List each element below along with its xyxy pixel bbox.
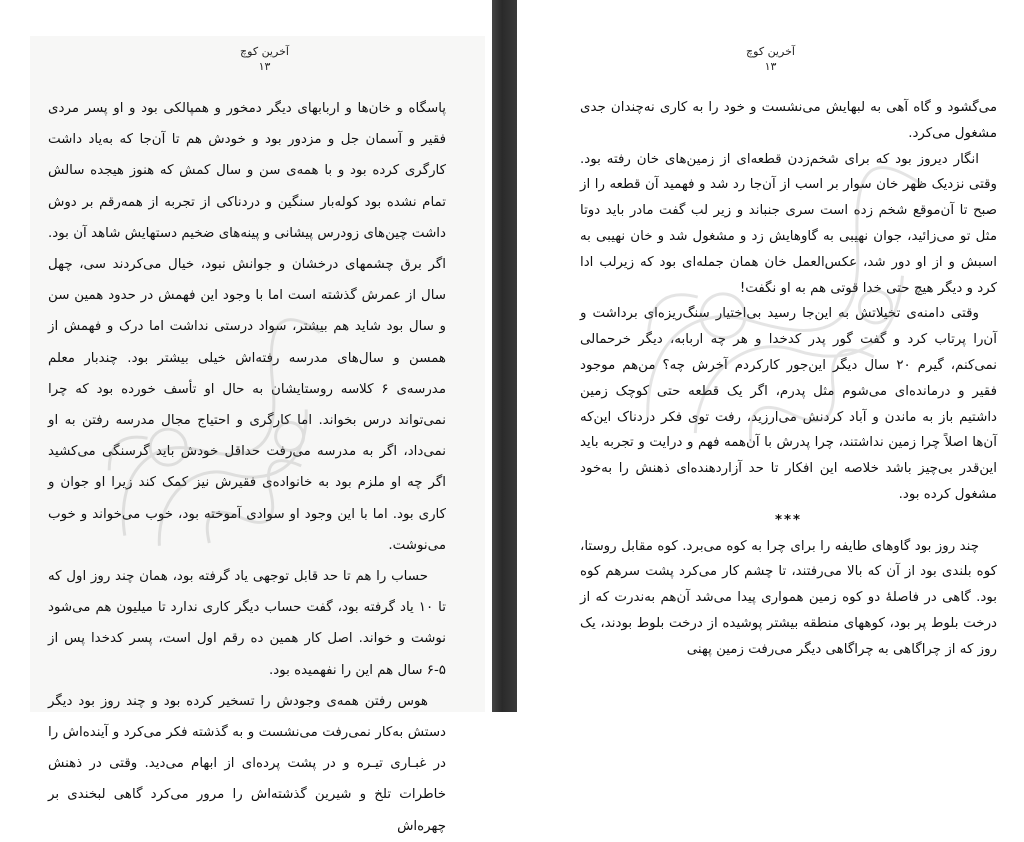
right-page — [517, 0, 1024, 712]
book-gutter — [492, 0, 517, 712]
left-paragraph-3: هوس رفتن همه‌ی وجودش را تسخیر کرده بود و چند روز بود دیگر دستش به‌کار نمی‌رفت می‌نشست و به گذشته فکر می‌کرد و آینده‌اش را در غبـاری تیـره و در پشت پرده‌ای از ابهام می‌دید. وقتی در ذهنش خاطرات تلخ و شیرین گذشته‌اش را مرور می‌کرد گاهی لبخندی بر چهره‌اش — [48, 693, 446, 834]
left-page — [0, 0, 492, 834]
left-header-title: آخرین کوچ — [240, 45, 289, 58]
left-paragraph-2: حساب را هم تا حد قابل توجهی یاد گرفته بود، همان چند روز اول که تا ۱۰ یاد گرفته بود، گفت حساب دیگر کاری ندارد تا میلیون هم می‌شود نوشت و خواند. اصل کار همین ده رقم اول است، پسر کدخدا پس از ۵-۶ سال هم این را نفهمیده بود. — [48, 569, 446, 678]
right-paragraph-1: می‌گشود و گاه آهی به لبهایش می‌نشست و خود را به کاری نه‌چندان جدی مشغول می‌کرد. — [580, 100, 997, 141]
right-page-header — [517, 45, 1024, 74]
right-paragraph-4: چند روز بود گاوهای طایفه را برای چرا به کوه می‌برد. کوه مقابل روستا، کوه بلندی بود از آن که بالا می‌رفتند، تا چشم کار می‌کرد پشت سرهم کوه بود. گاهی در فاصلهٔ دو کوه زمین همواری پیدا می‌شد آن‌هم به‌ندرت که از درخت بلوط پر بود، کوههای منطقه بیشتر پوشیده از درخت بلوط بودند، یک روز که از چراگاهی به چراگاهی دیگر می‌رفت زمین پهنی — [580, 538, 997, 657]
left-page-number: ۱۳ — [258, 60, 271, 73]
right-header-title: آخرین کوچ — [746, 45, 795, 58]
left-page-body — [48, 93, 446, 842]
left-page-header — [37, 45, 492, 74]
right-paragraph-3: وقتی دامنه‌ی تخیلاتش به این‌جا رسید بی‌اختیار سنگ‌ریزه‌ای برداشت و آن‌را پرتاب کرد و گفت گور پدر کدخدا و هر چه اربابه، دیگر خرحمالی نمی‌کنم، گیرم ۲۰ سال دیگر این‌جور کارکردم آخرش چه؟ من‌هم موجود فقیر و درمانده‌ای می‌شوم مثل پدرم، اگر یک قطعه حتی کوچک زمین داشتیم باز به ماندن و آباد کردنش می‌ارزید، رفت توی فکر دردناک این‌که آن‌ها اصلاً چرا زمین نداشتند، چرا پدرش با آن‌همه فهم و درایت و تجربه باید این‌قدر بی‌چیز باشد خلاصه این افکار تا حد آزاردهنده‌ای ذهنش را به‌خود مشغول کرده بود. — [580, 306, 997, 502]
section-separator: *** — [774, 512, 802, 528]
right-page-body — [580, 95, 997, 663]
right-page-number: ۱۳ — [764, 60, 777, 73]
right-paragraph-2: انگار دیروز بود که برای شخم‌زدن قطعه‌ای از زمین‌های خان رفته بود. وقتی نزدیک ظهر خان سوار بر اسب از آن‌جا رد شد و فهمید آن قطعه را از صبح تا آن‌موقع شخم زده است سری جنباند و زیر لب گفت مادر باید دوتا مثل تو می‌زائید، جوان نهیبی به گاوهایش زد و مشغول شد و خان نهیبی به اسبش و از او دور شد، عکس‌العمل خان همان جمله‌ای بود که زیرلب ادا کرد و دیگر هیچ حتی خدا قوتی هم به او نگفت! — [580, 151, 997, 296]
left-paragraph-1: پاسگاه و خان‌ها و اربابهای دیگر دمخور و همپالکی بود و او پسر مردی فقیر و آسمان جل و مزدور بود و خودش هم تا آن‌جا که به‌یاد داشت کارگری کرده بود و با همه‌ی سن و سال کمش که هنوز هیجده سالش تمام نشده بود کوله‌بار سنگین و دردناکی از تجربه از همه‌رقم بر دوش داشت چین‌های زودرس پیشانی و پینه‌های ضخیم دستهایش شاهد آن بود. اگر برق چشمهای درخشان و جوانش نبود، خیال می‌کردند سی، چهل سال از عمرش گذشته است اما با وجود این فهمش در حدود همین سن و سال بود شاید هم بیشتر، سواد درستی نداشت اما درک و فهمش از همسن و سال‌های مدرسه رفته‌اش خیلی بیشتر بود. چندبار معلم مدرسه‌ی ۶ کلاسه روستایشان به حال او تأسف خورده بود که چرا نمی‌تواند درس بخواند. اما کارگری و احتیاج مجال مدرسه رفتن به او نمی‌داد، اگر به مدرسه می‌رفت حداقل خودش باید گرسنگی می‌کشید اگر چه او ملزم بود به خانواده‌ی فقیرش نیز کمک کند زیرا او جوان و کاری بود. اما با این وجود او سوادی آموخته بود، خوب می‌خواند و خوب می‌نوشت. — [48, 101, 446, 553]
